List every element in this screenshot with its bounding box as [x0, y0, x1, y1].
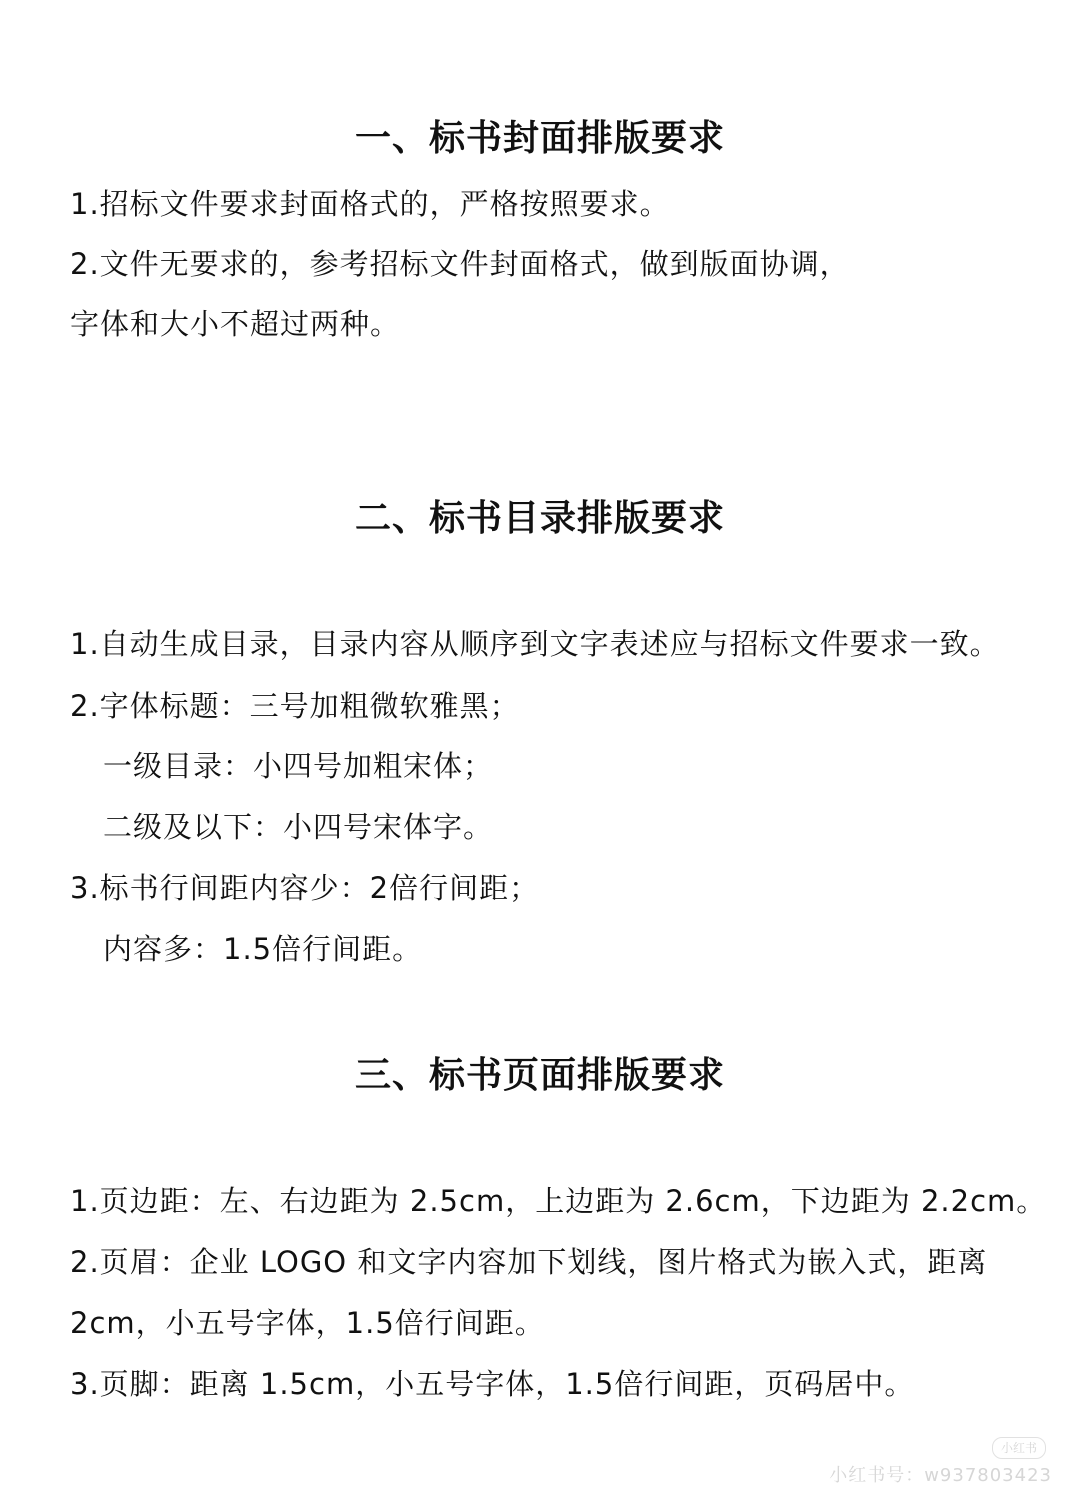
toc-line-3: 一级目录：小四号加粗宋体；	[103, 749, 494, 783]
watermark-badge: 小红书	[992, 1437, 1046, 1459]
section-title-toc: 二、标书目录排版要求	[354, 497, 725, 539]
page-line-1: 1.页边距：左、右边距为 2.5cm，上边距为 2.6cm，下边距为 2.2cm。	[70, 1184, 1047, 1218]
section-title-cover: 一、标书封面排版要求	[354, 117, 725, 159]
toc-line-2: 2.字体标题：三号加粗微软雅黑；	[70, 689, 520, 723]
toc-line-1: 1.自动生成目录，目录内容从顺序到文字表述应与招标文件要求一致。	[70, 627, 1000, 661]
toc-line-5: 3.标书行间距内容少：2倍行间距；	[70, 871, 540, 905]
toc-line-4: 二级及以下：小四号宋体字。	[103, 810, 494, 844]
watermark-text: 小红书号：w937803423	[829, 1465, 1052, 1486]
cover-line-1: 1.招标文件要求封面格式的，严格按照要求。	[70, 187, 670, 221]
section-title-page: 三、标书页面排版要求	[354, 1054, 725, 1096]
page-line-3: 2cm，小五号字体，1.5倍行间距。	[70, 1306, 545, 1340]
page-line-4: 3.页脚：距离 1.5cm，小五号字体，1.5倍行间距，页码居中。	[70, 1367, 915, 1401]
toc-line-6: 内容多：1.5倍行间距。	[103, 932, 423, 966]
page-line-2: 2.页眉：企业 LOGO 和文字内容加下划线，图片格式为嵌入式，距离	[70, 1245, 988, 1279]
cover-line-2: 2.文件无要求的，参考招标文件封面格式，做到版面协调，	[70, 247, 850, 281]
cover-line-3: 字体和大小不超过两种。	[70, 307, 401, 341]
